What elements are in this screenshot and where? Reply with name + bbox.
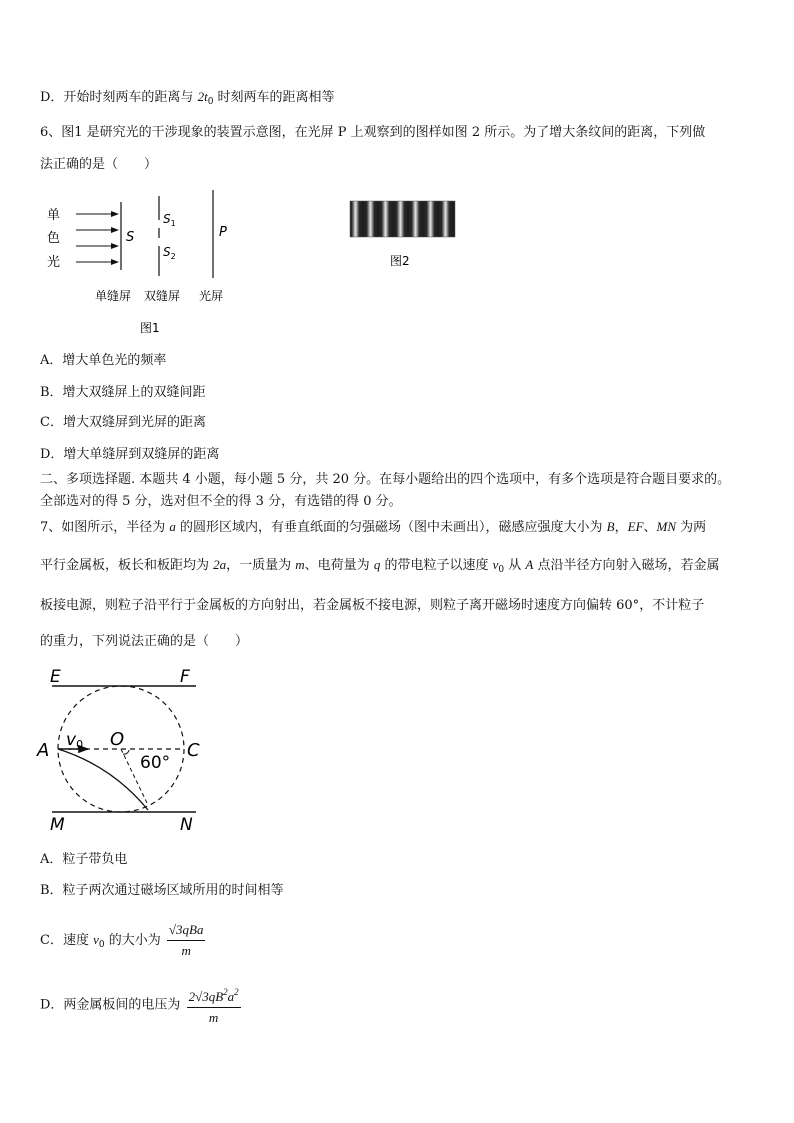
label-F: F xyxy=(180,667,190,687)
q7-optd-fraction: $\frac{2√3qB^2a^2}{m}$ xyxy=(187,982,241,1028)
label-60-deg: 60° xyxy=(140,753,171,773)
label-double-slit: 双缝屏 xyxy=(144,289,181,303)
q5-option-d xyxy=(40,88,335,111)
label-A: A xyxy=(37,740,50,761)
q7-optc-fraction: $\frac{\text{√3qBa}}{m}$ xyxy=(168,922,204,958)
q7-option-a: A．粒子带负电 xyxy=(40,852,128,867)
q7-option-d: D．两金属板间的电压为 $\frac{2√3qB^2a^2}{m}$ xyxy=(40,982,241,1028)
light-char-2: 色 xyxy=(47,231,61,246)
fringe-pattern xyxy=(350,201,455,237)
q6-option-c: C．增大双缝屏到光屏的距离 xyxy=(40,415,206,430)
q6-option-b: B．增大双缝屏上的双缝间距 xyxy=(40,385,206,400)
q5-optd-pre: D．开始时刻两车的距离与 xyxy=(40,90,198,105)
q5-optd-t: 2t xyxy=(197,89,208,104)
q7-option-b: B．粒子两次通过磁场区域所用的时间相等 xyxy=(40,883,284,898)
fig1-caption: 图1 xyxy=(140,321,160,335)
label-E: E xyxy=(50,667,61,687)
label-S2: $S_2$ xyxy=(163,245,176,261)
q6-option-d: D．增大单缝屏到双缝屏的距离 xyxy=(40,447,220,462)
particle-trajectory xyxy=(58,749,148,810)
label-N: N xyxy=(180,815,193,834)
q6-stem-line2: 法正确的是（ ） xyxy=(40,157,158,172)
label-M: M xyxy=(50,815,65,834)
q7-stem-line4: 的重力，下列说法正确的是（ ） xyxy=(40,634,249,649)
label-S: S xyxy=(126,230,135,245)
q5-optd-post: 时刻两车的距离相等 xyxy=(213,90,335,105)
q7-stem-line3: 板接电源，则粒子沿平行于金属板的方向射出，若金属板不接电源，则粒子离开磁场时速度方向偏转 60°，不计粒子 xyxy=(40,598,705,613)
q7-figure xyxy=(34,662,214,834)
q6-stem-line1: 6、图1 是研究光的干涉现象的装置示意图，在光屏 P 上观察到的图样如图 2 所示。为了增大条纹间的距离，下列做 xyxy=(40,125,706,140)
label-v0: v0 xyxy=(66,730,84,751)
light-char-3: 光 xyxy=(47,255,61,270)
section2-line1: 二、多项选择题. 本题共 4 小题，每小题 5 分，共 20 分。在每小题给出的四个选项中，有多个选项是符合题目要求的。 xyxy=(40,472,731,487)
angle-arc xyxy=(123,750,129,754)
label-single-slit: 单缝屏 xyxy=(95,289,132,303)
label-P: P xyxy=(219,225,227,240)
label-S1: $S_1$ xyxy=(163,212,176,228)
fig2-caption: 图2 xyxy=(390,254,410,268)
q6-option-a: A．增大单色光的频率 xyxy=(40,353,167,368)
q7-stem-line1: 7、如图所示，半径为 a 的圆形区域内，有垂直纸面的匀强磁场（图中未画出），磁感应强度大小为 B，EF、MN 为两 xyxy=(40,519,707,535)
light-char-1: 单 xyxy=(47,208,61,223)
q6-figure1 xyxy=(40,188,250,338)
label-O: O xyxy=(110,729,125,750)
q7-option-c: C．速度 $v_0$ 的大小为 $\frac{\text{√3qBa}}{m}$ xyxy=(40,920,205,965)
label-screen: 光屏 xyxy=(199,289,224,303)
section2-line2: 全部选对的得 5 分，选对但不全的得 3 分，有选错的得 0 分。 xyxy=(40,494,402,509)
q5-optd-sub: 0 xyxy=(207,97,214,107)
label-C: C xyxy=(187,740,200,761)
q7-stem-line2: 平行金属板，板长和板距均为 2a，一质量为 m、电荷量为 q 的带电粒子以速度 $v_0$ 从 A 点沿半径方向射入磁场，若金属 xyxy=(40,557,720,575)
q6-figure2 xyxy=(348,200,458,275)
